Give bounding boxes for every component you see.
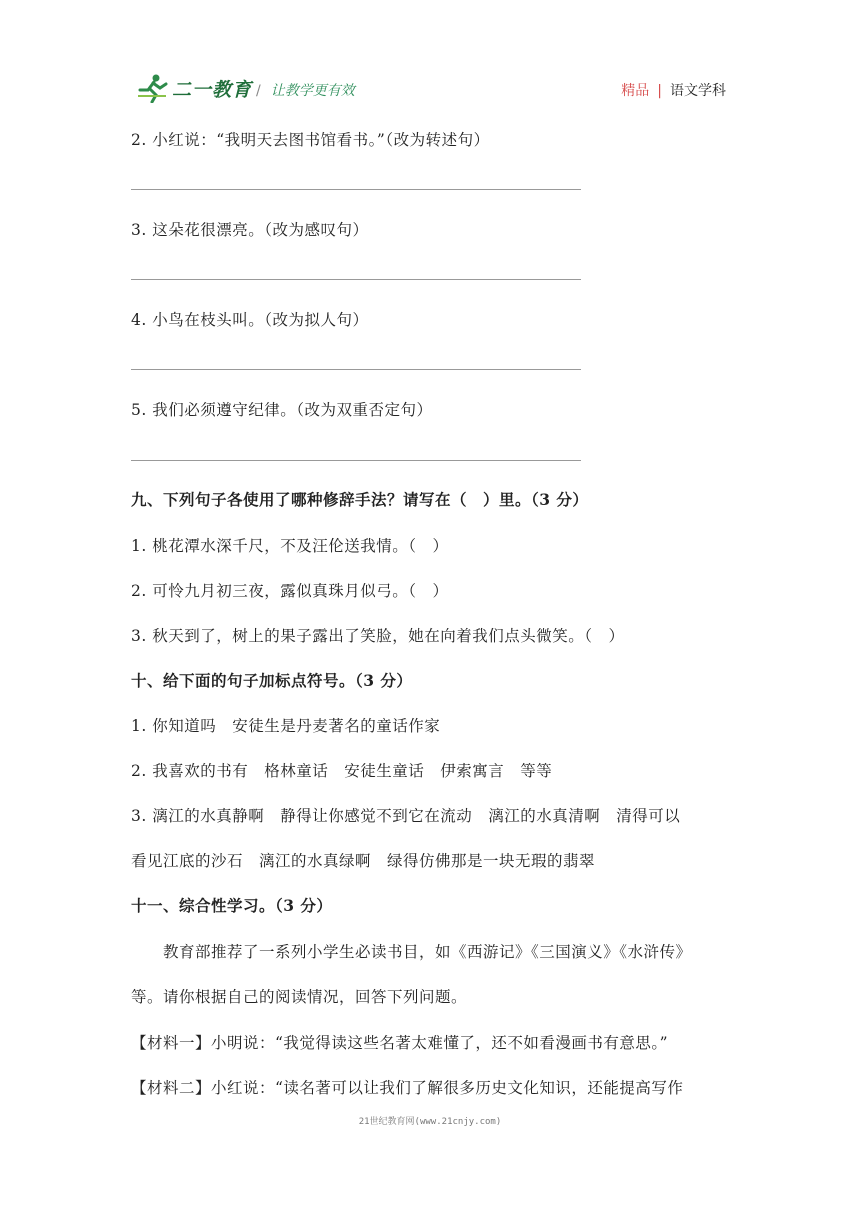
question-8-3: 3. 这朵花很漂亮。（改为感叹句） (131, 221, 369, 239)
section-10-title: 十、给下面的句子加标点符号。（3 分） (131, 671, 413, 690)
logo-text: 二一教育 (172, 78, 253, 101)
question-10-3-cont: 看见江底的沙石 漓江的水真绿啊 绿得仿佛那是一块无瑕的翡翠 (131, 852, 596, 870)
brand-logo (136, 72, 252, 104)
brand-divider: | (657, 83, 662, 99)
material-2: 【材料二】小红说：“读名著可以让我们了解很多历史文化知识，还能提高写作 (131, 1079, 684, 1097)
question-8-2: 2. 小红说：“我明天去图书馆看书。”（改为转述句） (131, 131, 490, 149)
quality-label: 精品 (621, 83, 650, 99)
answer-line[interactable] (131, 279, 581, 280)
answer-line[interactable] (131, 460, 581, 461)
slogan-separator: / (256, 83, 261, 99)
page-header (136, 72, 726, 106)
section-9-title: 九、下列句子各使用了哪种修辞手法？请写在（ ）里。（3 分） (131, 490, 589, 509)
section-11-paragraph-cont: 等。请你根据自己的阅读情况，回答下列问题。 (131, 988, 468, 1006)
question-9-2: 2. 可怜九月初三夜，露似真珠月似弓。（ ） (131, 582, 449, 600)
question-10-2: 2. 我喜欢的书有 格林童话 安徒生童话 伊索寓言 等等 (131, 762, 553, 780)
question-9-3: 3. 秋天到了，树上的果子露出了笑脸，她在向着我们点头微笑。（ ） (131, 627, 625, 645)
question-8-5: 5. 我们必须遵守纪律。（改为双重否定句） (131, 401, 433, 419)
question-9-1: 1. 桃花潭水深千尺，不及汪伦送我情。（ ） (131, 537, 449, 555)
material-1: 【材料一】小明说：“我觉得读这些名著太难懂了，还不如看漫画书有意思。” (131, 1034, 669, 1052)
question-10-3: 3. 漓江的水真静啊 静得让你感觉不到它在流动 漓江的水真清啊 清得可以 (131, 807, 681, 825)
answer-line[interactable] (131, 189, 581, 190)
slogan-text: 让教学更有效 (270, 83, 355, 99)
answer-line[interactable] (131, 369, 581, 370)
section-11-title: 十一、综合性学习。（3 分） (131, 896, 333, 915)
subject-label: 语文学科 (670, 83, 726, 99)
slogan (256, 80, 355, 100)
running-man-icon (136, 73, 170, 103)
section-11-paragraph: 教育部推荐了一系列小学生必读书目，如《西游记》《三国演义》《水浒传》 (131, 943, 692, 961)
brand-label (621, 80, 726, 100)
page-footer: 21世纪教育网(www.21cnjy.com) (358, 1117, 502, 1127)
question-10-1: 1. 你知道吗 安徒生是丹麦著名的童话作家 (131, 717, 441, 735)
question-8-4: 4. 小鸟在枝头叫。（改为拟人句） (131, 311, 369, 329)
